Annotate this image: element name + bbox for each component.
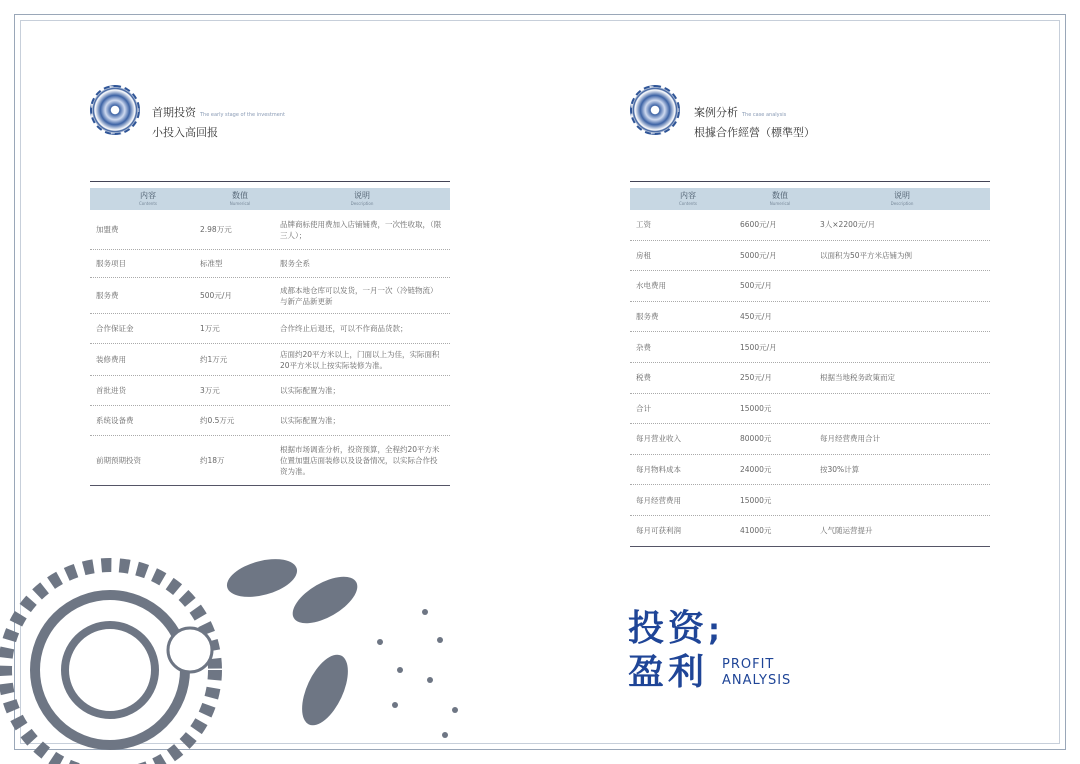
table-cell: 41000元 [740,526,772,536]
table-cell: 合计 [636,403,651,413]
table-cell: 24000元 [740,465,772,475]
table-cell: 服务费 [636,312,659,322]
table-cell: 3人×2200元/月 [820,220,876,230]
table-cell: 根据当地税务政策而定 [820,373,895,383]
table-cell: 2.98万元 [200,225,232,234]
table-cell: 约1万元 [200,355,228,364]
table-cell: 系统设备费 [96,416,134,425]
left-title: 首期投资 [152,106,196,119]
table-cell: 80000元 [740,434,772,444]
table-row [630,363,990,394]
column-header-cn: 数值 [232,191,248,200]
table-cell: 税费 [636,373,651,383]
table-cell: 店面约20平方米以上，门面以上为佳，实际面积20平方米以上按实际装修为准。 [280,349,440,370]
table-cell: 加盟费 [96,225,119,234]
column-header-cn: 内容 [680,191,696,200]
column-header [200,188,280,210]
table-cell: 根据市场调查分析，投资预算，全程约20平方米位置加盟店面装修以及设备情况，以实际合作投资为准。 [280,445,440,476]
table-cell: 500元/月 [740,281,772,291]
column-header-cn: 说明 [354,191,370,200]
column-header [280,188,450,210]
table-cell: 品牌商标使用费加入店铺铺费，一次性收取，（限三人）； [280,219,442,240]
column-header-cn: 说明 [894,191,910,200]
table-cell: 水电费用 [636,281,666,291]
table-cell: 每月营业收入 [636,434,681,444]
table-row [630,424,990,455]
table-cell: 450元/月 [740,312,772,322]
table-row [90,376,450,406]
table-row [630,332,990,363]
column-header [90,188,200,210]
footer-en2: ANALYSIS [722,673,792,688]
right-subtitle: 根據合作經營（標準型） [694,126,815,139]
table-cell: 合作终止后退还，可以不作商品货款； [280,324,408,333]
left-subtitle: 小投入高回报 [152,126,218,139]
column-header [820,188,990,210]
table-cell: 每月可获利润 [636,526,681,536]
left-title-en: The early stage of the investment [200,112,285,118]
table-row [630,394,990,425]
table-cell: 约0.5万元 [200,416,235,425]
table-cell: 以实际配置为准； [280,416,340,425]
table-cell: 15000元 [740,495,772,505]
footer-en1: PROFIT [722,657,775,672]
table-row [630,455,990,486]
table-cell: 装修费用 [96,355,126,364]
table-cell: 250元/月 [740,373,772,383]
table-cell: 1500元/月 [740,342,777,352]
footer-title: 投资; 盈利 [628,608,725,693]
lemon-logo-icon [90,85,140,135]
column-header-en: Description [350,201,374,206]
left-heading [152,104,285,140]
table-cell: 房租 [636,250,651,260]
table-row [90,210,450,250]
table-header [90,188,450,210]
table-cell: 服务费 [96,291,119,300]
right-title-en: The case analysis [742,112,787,118]
table-row [90,314,450,344]
table-cell: 每月物料成本 [636,465,681,475]
table-cell: 杂费 [636,342,651,352]
column-header-en: Contents [139,201,157,206]
column-header-en: Description [890,201,914,206]
table-row [630,516,990,547]
table-cell: 500元/月 [200,291,232,300]
table-cell: 6600元/月 [740,220,777,230]
table-cell: 5000元/月 [740,250,777,260]
footer-en [722,657,791,689]
table-cell: 合作保证金 [96,324,134,333]
table-cell: 成都本地仓库可以发货，一月一次（冷链物流）与新产品新更新 [280,285,438,306]
column-header-cn: 数值 [772,191,788,200]
column-header-en: Numerical [769,201,791,206]
table-row [90,406,450,436]
table-row [90,436,450,486]
table-cell: 1万元 [200,324,220,333]
column-header [740,188,820,210]
table-row [630,210,990,241]
table-cell: 按30%计算 [820,465,860,475]
table-cell: 标准型 [200,259,223,268]
table-cell: 以面积为50平方米店铺为例 [820,250,913,260]
table-cell: 以实际配置为准； [280,386,340,395]
table-cell: 服务全系 [280,259,310,268]
right-title: 案例分析 [694,106,738,119]
decorative-illustration [0,530,470,764]
column-header [630,188,740,210]
table-cell: 人气随运营提升 [820,526,873,536]
table-cell: 首批进货 [96,386,126,395]
table-cell: 每月经营费用合计 [820,434,880,444]
investment-table [90,181,450,486]
table-row [630,271,990,302]
lemon-logo-icon [630,85,680,135]
column-header-en: Contents [679,201,697,206]
table-row [90,250,450,278]
column-header-en: Numerical [229,201,251,206]
table-cell: 3万元 [200,386,220,395]
case-table [630,181,990,547]
table-row [630,241,990,272]
table-header [630,188,990,210]
right-heading [694,104,815,140]
table-row [630,485,990,516]
table-cell: 服务项目 [96,259,126,268]
footer-line1: 投资 [628,608,709,649]
table-row [90,278,450,314]
table-cell: 15000元 [740,403,772,413]
table-cell: 每月经营费用 [636,495,681,505]
column-header-cn: 内容 [140,191,156,200]
table-row [630,302,990,333]
table-cell: 前期预期投资 [96,456,141,465]
table-cell: 约18万 [200,456,225,465]
footer-line2: 盈利 [628,652,709,693]
table-cell: 工资 [636,220,651,230]
table-row [90,344,450,376]
